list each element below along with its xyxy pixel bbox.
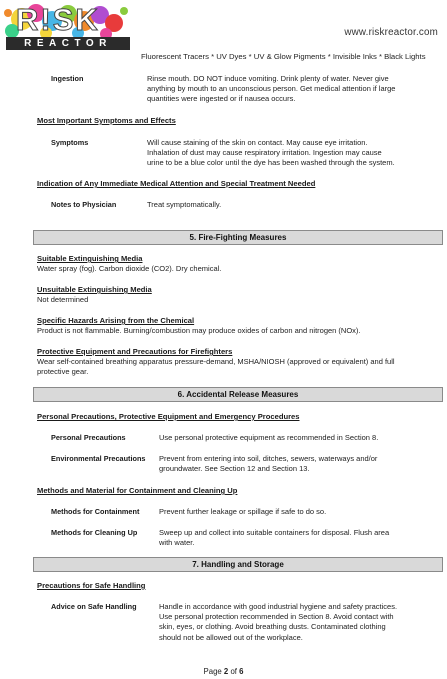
logo-wordmark-top: R!SK xyxy=(16,3,100,37)
ingestion-text xyxy=(147,74,442,105)
site-url[interactable]: www.riskreactor.com xyxy=(344,27,438,38)
text-line: should not be allowed out of the workplace. xyxy=(159,632,303,642)
text-line: skin, eyes, or clothing. Avoid breathing dusts. Contaminated clothing xyxy=(159,622,386,632)
environmental-precautions-label: Environmental Precautions xyxy=(51,454,146,463)
risk-reactor-logo xyxy=(2,3,130,51)
text-line: Rinse mouth. DO NOT induce vomiting. Drink plenty of water. Never give xyxy=(147,74,389,83)
advice-label: Advice on Safe Handling xyxy=(51,602,137,611)
text-line: protective gear. xyxy=(37,367,89,377)
text-line: Sweep up and collect into suitable containers for disposal. Flush area xyxy=(159,528,390,537)
text-line: Use personal protection recommended in Section 8. Avoid contact with xyxy=(159,612,394,622)
text-line: Will cause staining of the skin on contact. May cause eye irritation. xyxy=(147,138,368,147)
physician-label: Notes to Physician xyxy=(51,200,117,209)
advice-text xyxy=(159,602,442,643)
section-7-header: 7. Handling and Storage xyxy=(33,557,443,572)
text-line: Inhalation of dust may cause respiratory irritation. Ingestion may cause xyxy=(147,148,382,158)
suitable-media-heading: Suitable Extinguishing Media xyxy=(37,254,143,263)
text-line: quantities were ingested or if nausea occurs. xyxy=(147,94,296,104)
text-line: anything by mouth to an unconscious person. Get medical attention if large xyxy=(147,84,396,94)
unsuitable-media-heading: Unsuitable Extinguishing Media xyxy=(37,285,152,294)
page-of: of xyxy=(230,667,237,676)
personal-precautions-label: Personal Precautions xyxy=(51,433,126,442)
section-6-header: 6. Accidental Release Measures xyxy=(33,387,443,402)
personal-precautions-heading: Personal Precautions, Protective Equipment and Emergency Procedures xyxy=(37,412,300,421)
unsuitable-media-text: Not determined xyxy=(37,295,89,304)
symptoms-text xyxy=(147,138,442,169)
physician-text: Treat symptomatically. xyxy=(147,200,222,209)
suitable-media-text: Water spray (fog). Carbon dioxide (CO2). Dry chemical. xyxy=(37,264,222,273)
ingestion-label: Ingestion xyxy=(51,74,84,83)
page-word: Page xyxy=(203,667,222,676)
environmental-precautions-text xyxy=(159,454,442,474)
protective-equipment-text xyxy=(37,357,442,377)
text-line: Handle in accordance with good industrial hygiene and safety practices. xyxy=(159,602,398,611)
personal-precautions-text: Use personal protective equipment as recommended in Section 8. xyxy=(159,433,379,442)
page-total: 6 xyxy=(239,667,244,676)
text-line: Prevent from entering into soil, ditches, sewers, waterways and/or xyxy=(159,454,378,463)
containment-text: Prevent further leakage or spillage if safe to do so. xyxy=(159,507,327,516)
section-5-header: 5. Fire-Fighting Measures xyxy=(33,230,443,245)
text-line: Wear self-contained breathing apparatus pressure-demand, MSHA/NIOSH (approved or equivalent) and full xyxy=(37,357,395,366)
safe-handling-heading: Precautions for Safe Handling xyxy=(37,581,146,590)
cleaning-text xyxy=(159,528,442,548)
indication-heading: Indication of Any Immediate Medical Attention and Special Treatment Needed xyxy=(37,179,316,188)
text-line: groundwater. See Section 12 and Section 13. xyxy=(159,464,310,474)
logo-wordmark-bottom: REACTOR xyxy=(24,38,112,49)
symptoms-heading: Most Important Symptoms and Effects xyxy=(37,116,176,125)
tagline: Fluorescent Tracers * UV Dyes * UV & Glow Pigments * Invisible Inks * Black Lights xyxy=(141,52,426,61)
page-footer xyxy=(0,667,447,678)
specific-hazards-text: Product is not flammable. Burning/combustion may produce oxides of carbon and nitrogen (NOx). xyxy=(37,326,361,335)
text-line: urine to be a blue color until the dye has been washed through the system. xyxy=(147,158,395,168)
symptoms-label: Symptoms xyxy=(51,138,89,147)
specific-hazards-heading: Specific Hazards Arising from the Chemical xyxy=(37,316,195,325)
text-line: with water. xyxy=(159,538,195,548)
protective-equipment-heading: Protective Equipment and Precautions for Firefighters xyxy=(37,347,233,356)
page-current: 2 xyxy=(223,667,229,676)
methods-heading: Methods and Material for Containment and Cleaning Up xyxy=(37,486,238,495)
containment-label: Methods for Containment xyxy=(51,507,140,516)
cleaning-label: Methods for Cleaning Up xyxy=(51,528,138,537)
